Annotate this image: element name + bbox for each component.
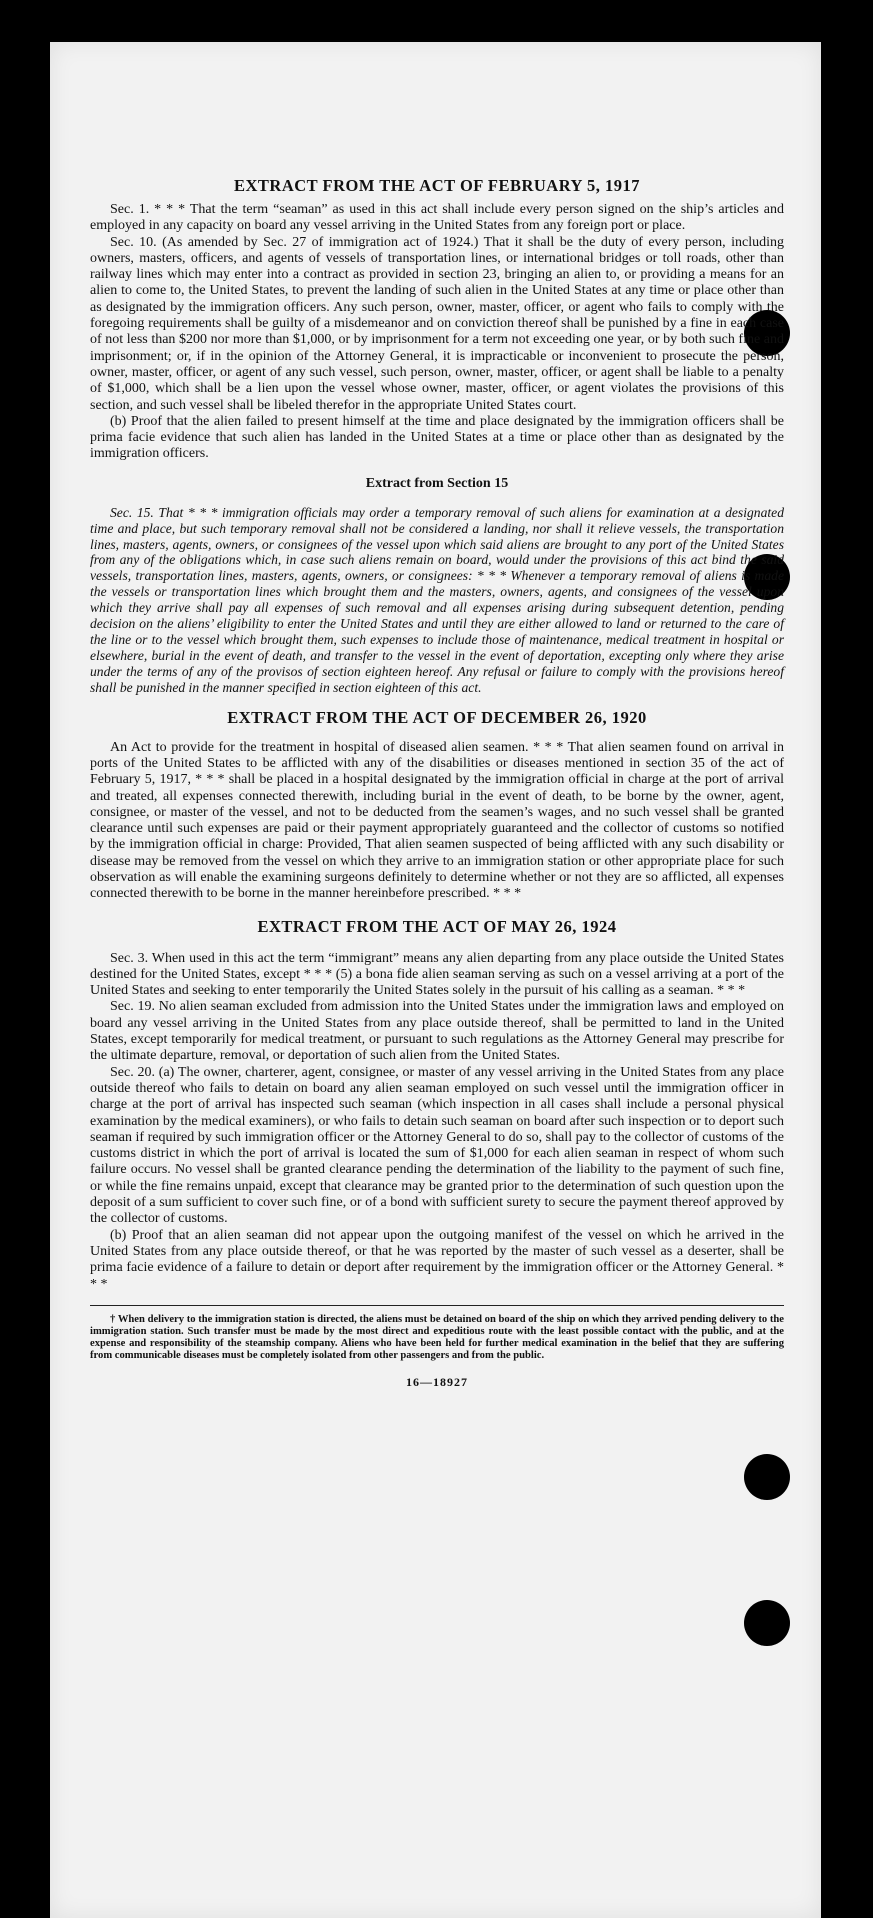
paragraph: Sec. 19. No alien seaman excluded from admission into the United States under the immigration laws and employed on board any vessel arriving in the United States from any place outside thereof, shall be permitted to land in the United States, except temporarily for medical treatment, or pursuant to such regulations as the Attorney General may prescribe for the ultimate departure, removal, or deportation of such alien from the United States.	[90, 999, 784, 1064]
section-heading: EXTRACT FROM THE ACT OF DECEMBER 26, 1920	[227, 707, 647, 727]
document-page	[50, 42, 821, 1918]
document-body	[90, 176, 784, 1390]
paragraph: Sec. 15. That * * * immigration officials may order a temporary removal of such aliens for examination at a designated time and place, but such temporary removal shall not be considered a landing, nor shall it relieve vessels, the transportation lines, masters, agents, owners, or consignees of the vessel upon which said aliens are brought to any port of the United States from any of the obligations which, in case such aliens remain on board, would under the provisions of this act bind the said vessels, transportation lines, masters, agents, owners, or consignees: * * * Whenever a temporary removal of aliens is made the vessels or transportation lines which brought them and the masters, owners, agents, and consignees of the vessel upon which they arrive shall pay all expenses of such removal and all expenses arising during subsequent detention, pending decision on the aliens’ eligibility to enter the United States and until they are either allowed to land or returned to the care of the line or to the vessel which brought them, such expenses to include those of maintenance, medical treatment in hospital or elsewhere, burial in the event of death, and transfer to the vessel in the event of deportation, excepting only where they arise under the terms of any of the provisos of section eighteen hereof. Any refusal or failure to comply with the provisions hereof shall be punished in the manner specified in section eighteen of this act.	[90, 504, 784, 695]
section-heading: Extract from Section 15	[365, 475, 509, 491]
paragraph: An Act to provide for the treatment in hospital of diseased alien seamen. * * * That alien seamen found on arrival in ports of the United States to be afflicted with any of the disabilities or diseases mentioned in section 35 of the act of February 5, 1917, * * * shall be placed in a hospital designated by the immigration official in charge at the port of arrival and treated, all expenses connected therewith, including burial in the event of death, to be borne by the owner, agent, consignee, or master of the vessel, and not to be deducted from the seamen’s wages, and no such vessel shall be granted clearance until such expenses are paid or their payment appropriately guaranteed and the collector of customs so notified by the immigration official in charge: Provided, That alien seamen suspected of being afflicted with any such disability or disease may be removed from the vessel on which they arrive to an immigration station or other appropriate place for such observation as will enable the examining surgeons definitely to determine whether or not they are so afflicted, all expenses connected therewith to be borne in the manner hereinbefore prescribed. * * *	[90, 739, 784, 902]
paragraph: Sec. 20. (a) The owner, charterer, agent, consignee, or master of any vessel arriving in the United States from any place outside thereof who fails to detain on board any alien seaman employed on such vessel until the immigration officer in charge at the port of arrival has inspected such seaman (which inspection in all cases shall include a personal physical examination by the medical examiners), or who fails to detain such seaman on board after such inspection or to deport such seaman if required by such immigration officer or the Attorney General to do so, shall pay to the collector of customs of the customs district in which the port of arrival is located the sum of $1,000 for each alien seaman in respect of whom such failure occurs. No vessel shall be granted clearance pending the determination of the liability to the payment of such fine, or while the fine remains unpaid, except that clearance may be granted prior to the determination of such question upon the deposit of a sum sufficient to cover such fine, or of a bond with sufficient surety to secure the payment thereof approved by the collector of customs.	[90, 1064, 784, 1227]
paragraph: (b) Proof that the alien failed to present himself at the time and place designated by the immigration officers shall be prima facie evidence that such alien has landed in the United States at a time or place other than as designated by the immigration officers.	[90, 413, 784, 462]
paragraph: (b) Proof that an alien seaman did not appear upon the outgoing manifest of the vessel on which he arrived in the United States from any place outside thereof, or that he was reported by the master of such vessel as a deserter, shall be prima facie evidence of a failure to detain or deport after requirement by the immigration officer or the Attorney General. * * *	[90, 1227, 784, 1292]
paragraph: Sec. 1. * * * That the term “seaman” as used in this act shall include every person signed on the ship’s articles and employed in any capacity on board any vessel arriving in the United States from any foreign port or place.	[90, 202, 784, 234]
paragraph: Sec. 3. When used in this act the term “immigrant” means any alien departing from any place outside the United States destined for the United States, except * * * (5) a bona fide alien seaman serving as such on a vessel arriving at a port of the United States and seeking to enter temporarily the United States solely in the pursuit of his calling as a seaman. * * *	[90, 950, 784, 999]
footnote: † When delivery to the immigration station is directed, the aliens must be detained on board of the ship on which they arrived pending delivery to the immigration station. Such transfer must be made by the most direct and expeditious route with the least possible contact with the public, and at the expense and responsibility of the steamship company. Aliens who have been held for further medical examination in the belief that they are suffering from communicable diseases must be completely isolated from other passengers and from the public.	[90, 1313, 784, 1362]
section-heading: EXTRACT FROM THE ACT OF FEBRUARY 5, 1917	[234, 176, 640, 195]
footnote-divider	[90, 1305, 784, 1306]
punch-hole	[744, 1454, 790, 1500]
paragraph: Sec. 10. (As amended by Sec. 27 of immigration act of 1924.) That it shall be the duty of every person, including owners, masters, officers, and agents of vessels of transportation lines, or international bridges or toll roads, other than railway lines which may enter into a contract as provided in section 23, bringing an alien to, or providing a means for an alien to come to, the United States, to prevent the landing of such alien in the United States at any time or place other than as designated by the immigration officers. Any such person, owner, master, officer, or agent who fails to comply with the foregoing requirements shall be guilty of a misdemeanor and on conviction thereof shall be punished by a fine in each case of not less than $200 nor more than $1,000, or by imprisonment for a term not exceeding one year, or by both such fine and imprisonment; or, if in the opinion of the Attorney General, it is impracticable or inconvenient to prosecute the person, owner, master, officer, or agent of any such vessel, such person, owner, master, officer, or agent shall be liable to a penalty of $1,000, which shall be a lien upon the vessel whose owner, master, officer, or agent violates the provisions of this section, and such vessel shall be libeled therefor in the appropriate United States court.	[90, 234, 784, 413]
punch-hole	[744, 1600, 790, 1646]
document-number: 16—18927	[406, 1374, 468, 1389]
section-heading: EXTRACT FROM THE ACT OF MAY 26, 1924	[257, 916, 617, 936]
